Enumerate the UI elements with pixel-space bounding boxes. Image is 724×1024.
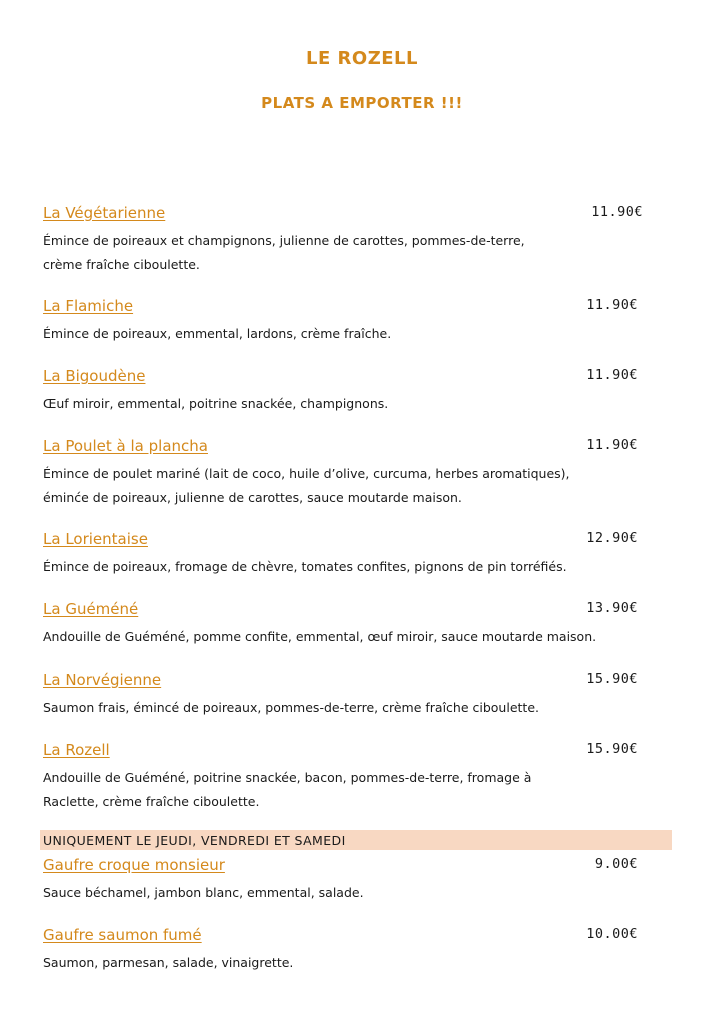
item-description: Saumon frais, émincé de poireaux, pommes-de-terre, crème fraîche ciboulette.	[43, 700, 539, 715]
item-price: 15.90€	[586, 741, 638, 757]
item-description: Émince de poireaux, emmental, lardons, crème fraîche.	[43, 326, 392, 341]
item-price: 11.90€	[586, 297, 638, 313]
item-description: Émince de poulet mariné (lait de coco, huile d’olive, curcuma, herbes aromatiques), éminće de poireaux, julienne de carottes, sauce moutarde maison.	[43, 466, 570, 505]
item-name: Gaufre saumon fumé	[43, 926, 202, 944]
item-price: 13.90€	[586, 600, 638, 616]
special-days-text: UNIQUEMENT LE JEUDI, VENDREDI ET SAMEDI	[43, 833, 346, 848]
item-price: 9.00€	[594, 856, 638, 872]
item-name: La Poulet à la plancha	[43, 437, 208, 455]
item-price: 12.90€	[586, 530, 638, 546]
item-name: La Végétarienne	[43, 204, 166, 222]
item-name: La Bigoudène	[43, 367, 146, 385]
item-price: 15.90€	[586, 671, 638, 687]
menu-subtitle: PLATS A EMPORTER !!!	[261, 94, 463, 112]
item-name: La Flamiche	[43, 297, 134, 315]
item-description: Saumon, parmesan, salade, vinaigrette.	[43, 955, 294, 970]
item-name: Gaufre croque monsieur	[43, 856, 225, 874]
item-description: Œuf miroir, emmental, poitrine snackée, champignons.	[43, 396, 389, 411]
item-price: 10.00€	[586, 926, 638, 942]
item-description: Sauce béchamel, jambon blanc, emmental, salade.	[43, 885, 364, 900]
item-name: La Rozell	[43, 741, 110, 759]
item-description: Andouille de Guéméné, poitrine snackée, bacon, pommes-de-terre, fromage à Raclette, crème fraîche ciboulette.	[43, 770, 532, 809]
item-name: La Guéméné	[43, 600, 139, 618]
special-days-banner	[40, 830, 672, 850]
item-name: La Norvégienne	[43, 671, 162, 689]
item-description: Émince de poireaux et champignons, julienne de carottes, pommes-de-terre, crème fraîche ciboulette.	[43, 233, 525, 272]
item-price: 11.90€	[586, 367, 638, 383]
item-price: 11.90€	[586, 437, 638, 453]
item-description: Andouille de Guéméné, pomme confite, emmental, œuf miroir, sauce moutarde maison.	[43, 629, 597, 644]
item-name: La Lorientaise	[43, 530, 148, 548]
item-price: 11.90€	[591, 204, 643, 220]
item-description: Émince de poireaux, fromage de chèvre, tomates confites, pignons de pin torréfiés.	[43, 559, 567, 574]
restaurant-title: LE ROZELL	[306, 48, 418, 69]
